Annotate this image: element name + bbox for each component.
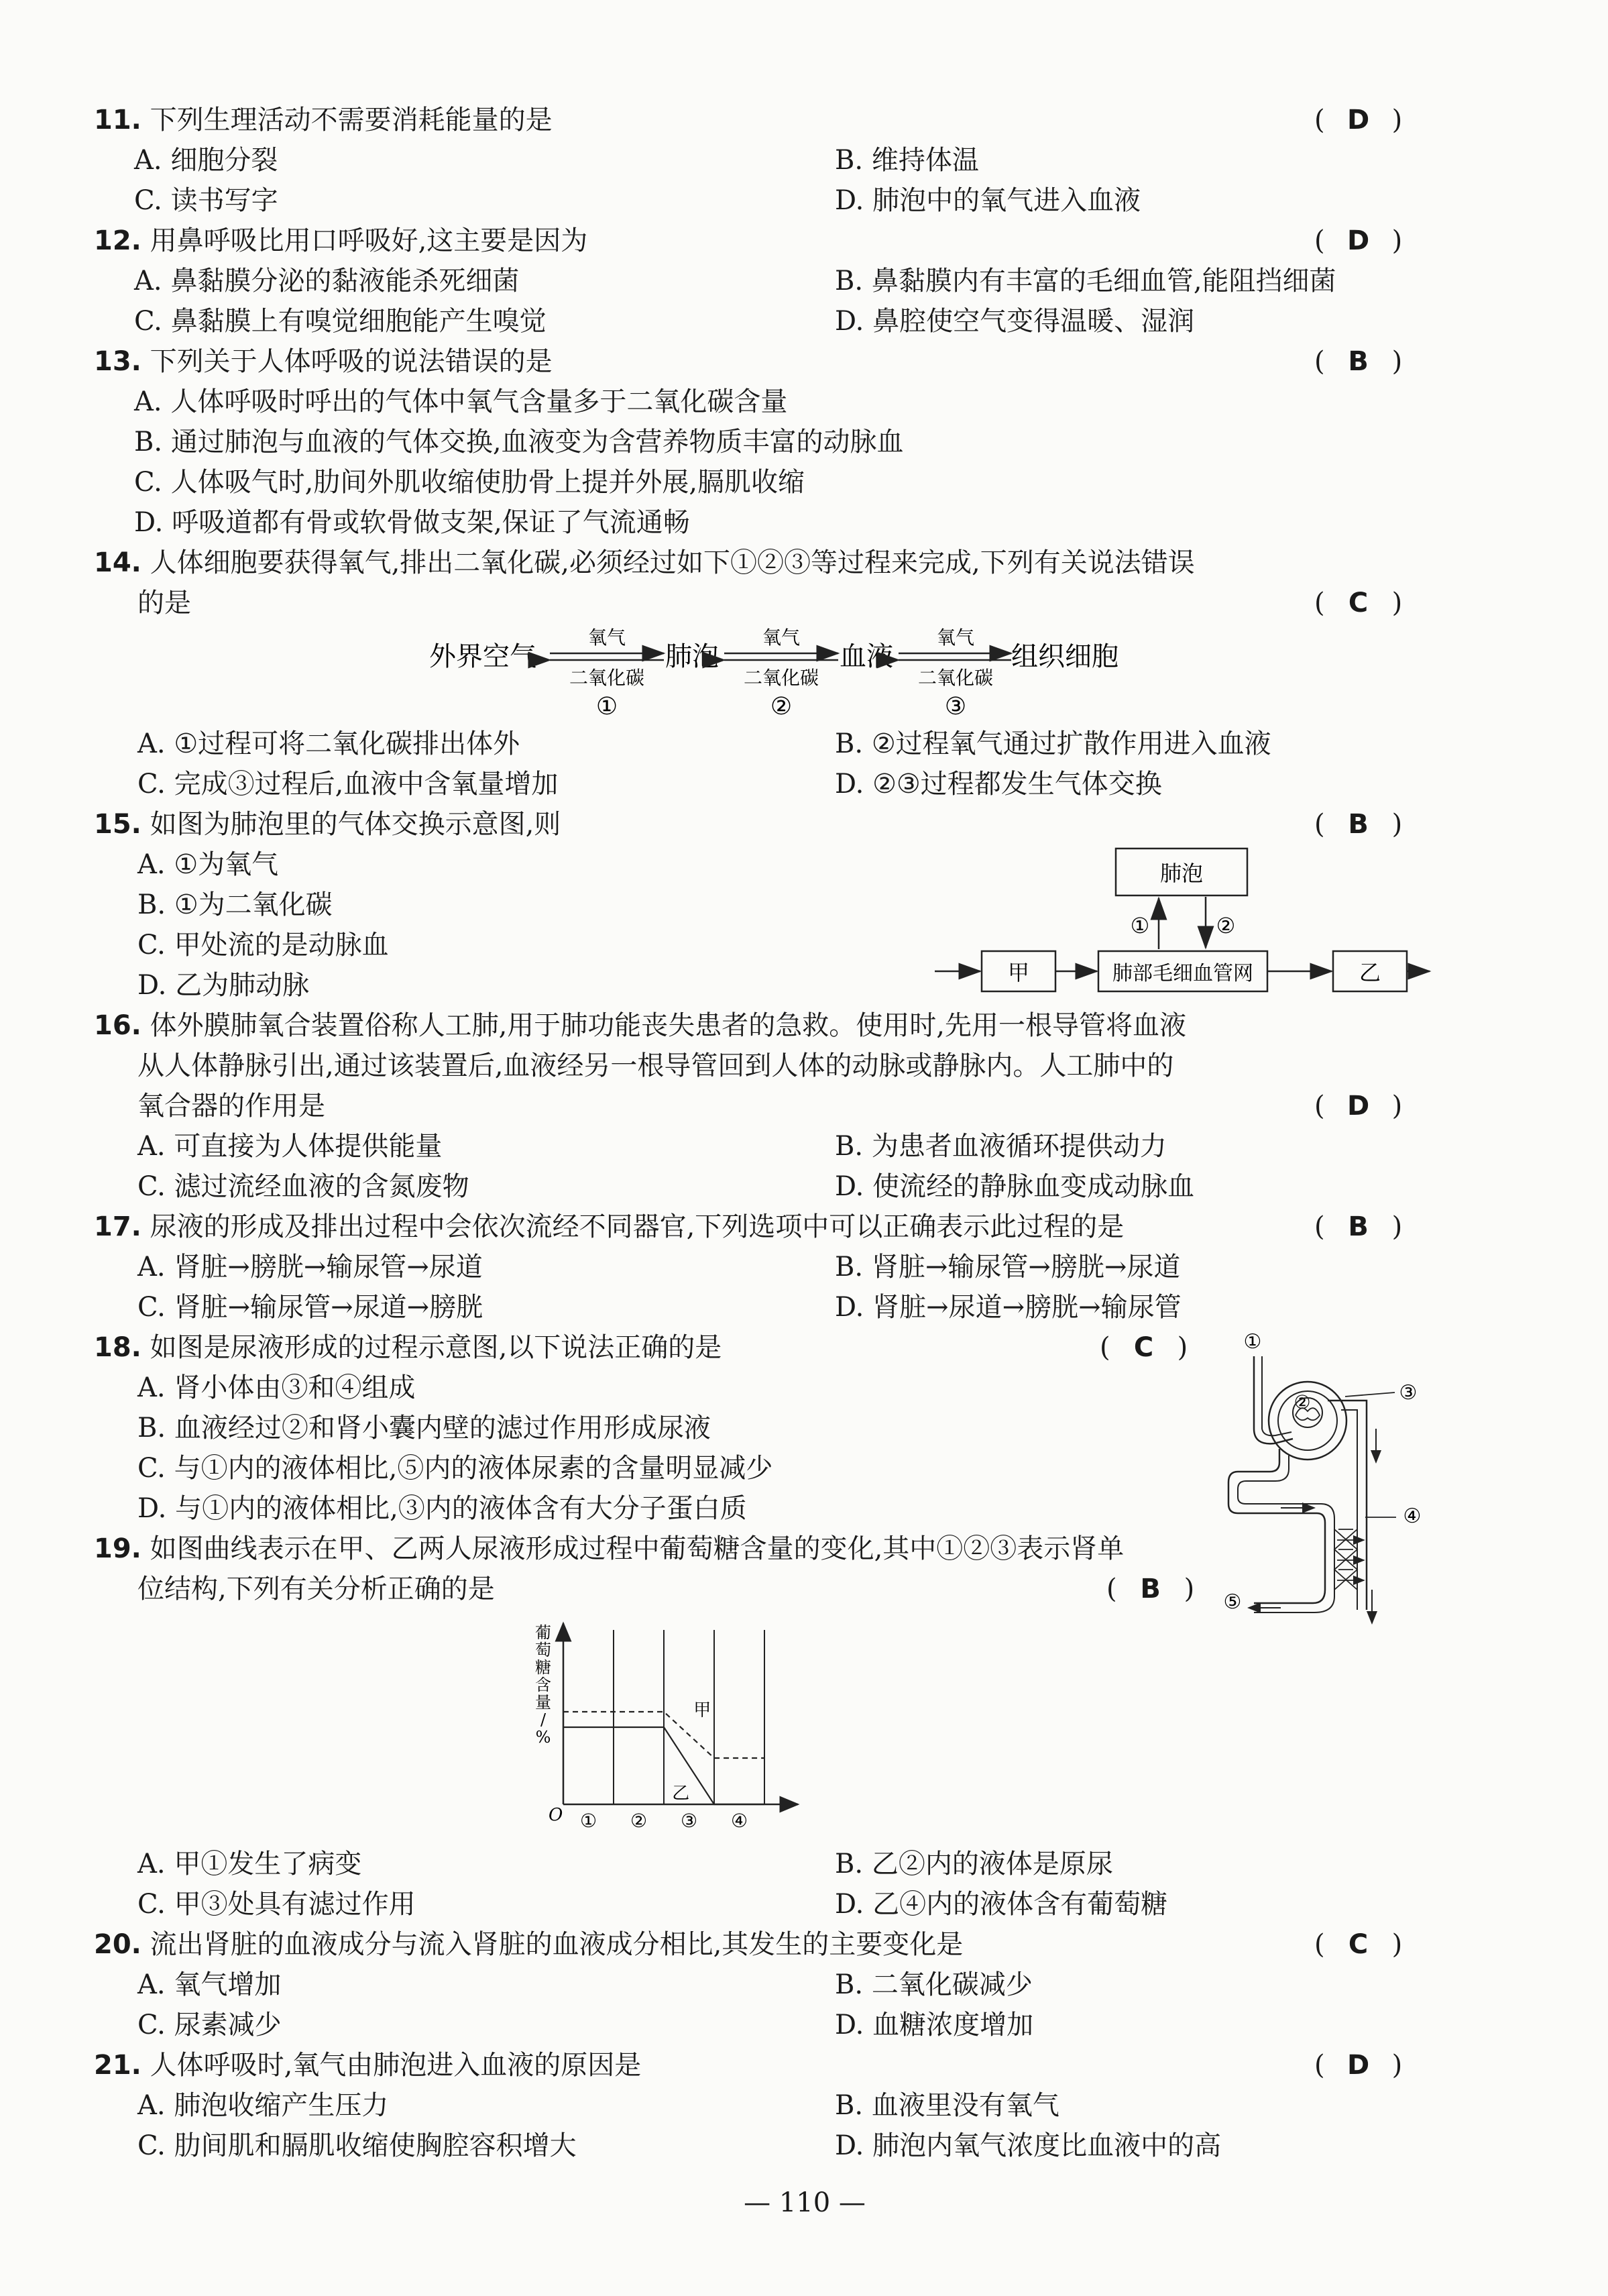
question-16-option-a: A. 可直接为人体提供能量: [137, 1131, 443, 1162]
label-3-pointer: [1345, 1392, 1395, 1397]
question-19-option-c: C. 甲③处具有滤过作用: [137, 1889, 416, 1920]
question-20-stem: 20. 流出肾脏的血液成分与流入肾脏的血液成分相比,其发生的主要变化是: [94, 1929, 964, 1960]
node-external-air: 外界空气: [429, 641, 536, 672]
question-11-option-a: A. 细胞分裂: [134, 145, 278, 176]
step-3-label: ③: [944, 693, 967, 720]
y-axis-label-char: 葡: [535, 1623, 551, 1642]
question-21-stem: 21. 人体呼吸时,氧气由肺泡进入血液的原因是: [94, 2050, 642, 2081]
question-14-option-a: A. ①过程可将二氧化碳排出体外: [137, 728, 520, 759]
question-16-stem-line-3: 氧合器的作用是: [137, 1091, 325, 1122]
arrow-2-top-label: 氧气: [762, 626, 801, 649]
page-number: — 110 —: [744, 2187, 866, 2218]
arrow-2-bottom-label: 二氧化碳: [743, 667, 819, 689]
question-14-stem-line-2: 的是: [137, 588, 191, 618]
y-axis-label-char: 萄: [535, 1641, 551, 1659]
question-11-option-c: C. 读书写字: [134, 185, 278, 216]
question-15-stem: 15. 如图为肺泡里的气体交换示意图,则: [94, 809, 561, 840]
nephron-label-2: ②: [1294, 1391, 1311, 1413]
question-15-answer: ( B ): [1314, 809, 1403, 840]
step-1-label: ①: [595, 693, 618, 720]
question-12-option-d: D. 鼻腔使空气变得温暖、湿润: [835, 306, 1195, 337]
renal-tubule-inner: [1238, 1456, 1334, 1612]
question-17-option-d: D. 肾脏→尿道→膀胱→输尿管: [835, 1292, 1182, 1323]
nephron-label-4: ④: [1403, 1505, 1422, 1528]
question-11-option-b: B. 维持体温: [835, 145, 979, 176]
question-19-answer: ( B ): [1106, 1574, 1195, 1604]
node-alveolus: 肺泡: [665, 641, 719, 672]
y-axis-label-char: 含: [535, 1676, 551, 1694]
question-20-answer: ( C ): [1314, 1929, 1403, 1960]
x-tick-label: ②: [630, 1810, 648, 1832]
question-20-option-a: A. 氧气增加: [137, 1969, 282, 2000]
glucose-chart: [510, 1610, 831, 1838]
nephron-diagram: [1214, 1328, 1435, 1637]
question-13-option-b: B. 通过肺泡与血液的气体交换,血液变为含营养物质丰富的动脉血: [134, 427, 904, 457]
question-15-option-d: D. 乙为肺动脉: [137, 970, 310, 1001]
question-12-answer: ( D ): [1314, 225, 1403, 256]
question-18-stem: 18. 如图是尿液形成的过程示意图,以下说法正确的是: [94, 1332, 722, 1363]
y-axis-label-char: %: [535, 1728, 551, 1747]
vessel-jia-label: 甲: [1007, 960, 1030, 985]
question-16-stem-line-1: 16. 体外膜肺氧合装置俗称人工肺,用于肺功能丧失患者的急救。使用时,先用一根导管将血液: [94, 1010, 1187, 1041]
question-14-answer: ( C ): [1314, 588, 1403, 618]
question-12-option-a: A. 鼻黏膜分泌的黏液能杀死细菌: [134, 266, 520, 296]
question-20-option-c: C. 尿素减少: [137, 2010, 282, 2040]
question-13-stem: 13. 下列关于人体呼吸的说法错误的是: [94, 346, 553, 377]
question-14-stem-line-1: 14. 人体细胞要获得氧气,排出二氧化碳,必须经过如下①②③等过程来完成,下列有关说法错误: [94, 547, 1195, 578]
question-17-answer: ( B ): [1314, 1211, 1403, 1242]
question-19-option-d: D. 乙④内的液体含有葡萄糖: [835, 1889, 1168, 1920]
question-13-option-c: C. 人体吸气时,肋间外肌收缩使肋骨上提并外展,膈肌收缩: [134, 467, 805, 498]
question-18-option-c: C. 与①内的液体相比,⑤内的液体尿素的含量明显减少: [137, 1453, 773, 1484]
question-19-option-b: B. 乙②内的液体是原尿: [835, 1849, 1113, 1879]
arrow-3-top-label: 氧气: [936, 626, 975, 649]
question-19-stem-line-1: 19. 如图曲线表示在甲、乙两人尿液形成过程中葡萄糖含量的变化,其中①②③表示肾单: [94, 1533, 1125, 1564]
nephron-label-5: ⑤: [1223, 1590, 1242, 1614]
question-20-option-b: B. 二氧化碳减少: [835, 1969, 1033, 2000]
question-11-stem: 11. 下列生理活动不需要消耗能量的是: [94, 105, 553, 135]
question-13-option-d: D. 呼吸道都有骨或软骨做支架,保证了气流通畅: [134, 507, 690, 538]
question-15-option-b: B. ①为二氧化碳: [137, 889, 333, 920]
vessel-yi-label: 乙: [1359, 960, 1381, 985]
question-21-answer: ( D ): [1314, 2050, 1403, 2081]
question-17-stem: 17. 尿液的形成及排出过程中会依次流经不同器官,下列选项中可以正确表示此过程的是: [94, 1211, 1125, 1242]
y-axis-label-char: /: [540, 1710, 547, 1729]
label-1: ①: [1130, 913, 1150, 938]
nephron-label-1: ①: [1243, 1330, 1262, 1354]
y-axis-label-char: 糖: [535, 1658, 551, 1677]
question-18-option-b: B. 血液经过②和肾小囊内壁的滤过作用形成尿液: [137, 1413, 711, 1443]
question-21-option-a: A. 肺泡收缩产生压力: [137, 2090, 389, 2121]
question-15-option-c: C. 甲处流的是动脉血: [137, 930, 389, 961]
question-18-option-a: A. 肾小体由③和④组成: [137, 1372, 416, 1403]
question-14-option-c: C. 完成③过程后,血液中含氧量增加: [137, 769, 559, 800]
question-17-option-a: A. 肾脏→膀胱→输尿管→尿道: [137, 1252, 483, 1282]
question-15-option-a: A. ①为氧气: [137, 849, 279, 880]
series-label-yi: 乙: [672, 1784, 690, 1804]
arrow-1-top-label: 氧气: [587, 626, 626, 649]
question-14-option-b: B. ②过程氧气通过扩散作用进入血液: [835, 728, 1271, 759]
question-12-stem: 12. 用鼻呼吸比用口呼吸好,这主要是因为: [94, 225, 588, 256]
alveolar-exchange-diagram: [925, 842, 1435, 1009]
question-17-option-c: C. 肾脏→输尿管→尿道→膀胱: [137, 1292, 483, 1323]
gas-exchange-flow-diagram: [416, 624, 1180, 724]
step-2-label: ②: [770, 693, 793, 720]
node-blood: 血液: [840, 641, 893, 672]
question-16-stem-line-2: 从人体静脉引出,通过该装置后,血液经另一根导管回到人体的动脉或静脉内。人工肺中的: [137, 1050, 1174, 1081]
question-11-option-d: D. 肺泡中的氧气进入血液: [835, 185, 1141, 216]
arrow-1-bottom-label: 二氧化碳: [569, 667, 645, 689]
question-13-answer: ( B ): [1314, 346, 1403, 377]
series-label-jia: 甲: [693, 1700, 711, 1720]
renal-tubule: [1228, 1449, 1325, 1603]
capillary-label: 肺部毛细血管网: [1112, 962, 1253, 985]
alveolus-label: 肺泡: [1159, 861, 1204, 886]
question-18-answer: ( C ): [1100, 1332, 1188, 1363]
question-19-option-a: A. 甲①发生了病变: [137, 1849, 362, 1879]
question-11-answer: ( D ): [1314, 105, 1403, 135]
x-tick-label: ①: [579, 1810, 597, 1832]
question-12-option-c: C. 鼻黏膜上有嗅觉细胞能产生嗅觉: [134, 306, 547, 337]
question-18-option-d: D. 与①内的液体相比,③内的液体含有大分子蛋白质: [137, 1493, 747, 1524]
label-2: ②: [1216, 913, 1236, 938]
question-16-option-b: B. 为患者血液循环提供动力: [835, 1131, 1167, 1162]
question-16-option-c: C. 滤过流经血液的含氮废物: [137, 1171, 469, 1202]
x-tick-label: ③: [680, 1810, 698, 1832]
question-13-option-a: A. 人体呼吸时呼出的气体中氧气含量多于二氧化碳含量: [134, 386, 788, 417]
question-21-option-b: B. 血液里没有氧气: [835, 2090, 1059, 2121]
question-17-option-b: B. 肾脏→输尿管→膀胱→尿道: [835, 1252, 1181, 1282]
question-14-option-d: D. ②③过程都发生气体交换: [835, 769, 1162, 800]
question-21-option-c: C. 肋间肌和膈肌收缩使胸腔容积增大: [137, 2130, 577, 2161]
arrow-3-bottom-label: 二氧化碳: [917, 667, 994, 689]
question-16-option-d: D. 使流经的静脉血变成动脉血: [835, 1171, 1195, 1202]
question-19-stem-line-2: 位结构,下列有关分析正确的是: [137, 1574, 495, 1604]
question-20-option-d: D. 血糖浓度增加: [835, 2010, 1034, 2040]
origin-label: O: [549, 1805, 563, 1825]
question-21-option-d: D. 肺泡内氧气浓度比血液中的高: [835, 2130, 1222, 2161]
x-tick-label: ④: [730, 1810, 748, 1832]
question-12-option-b: B. 鼻黏膜内有丰富的毛细血管,能阻挡细菌: [835, 266, 1336, 296]
y-axis-label-char: 量: [535, 1693, 551, 1712]
nephron-label-3: ③: [1399, 1381, 1418, 1405]
node-tissue-cells: 组织细胞: [1011, 641, 1118, 672]
question-16-answer: ( D ): [1314, 1091, 1403, 1122]
